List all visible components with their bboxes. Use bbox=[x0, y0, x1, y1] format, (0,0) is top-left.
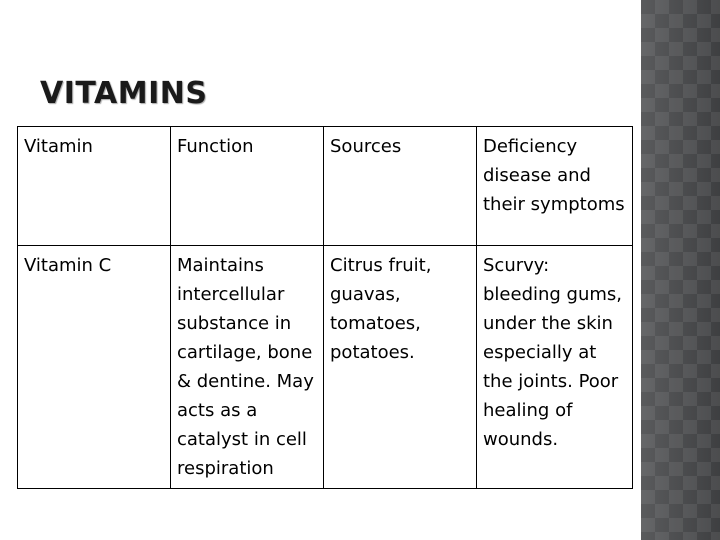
cell-vitamin: Vitamin C bbox=[18, 246, 171, 489]
page-title: VITAMINS bbox=[40, 76, 208, 111]
cell-deficiency: Scurvy: bleeding gums, under the skin especially at the joints. Poor healing of wounds. bbox=[477, 246, 633, 489]
cell-sources: Citrus fruit, guavas, tomatoes, potatoes. bbox=[324, 246, 477, 489]
table-row bbox=[18, 246, 633, 489]
header-deficiency: Deficiency disease and their symptoms bbox=[477, 127, 633, 246]
header-function: Function bbox=[171, 127, 324, 246]
decorative-side-panel bbox=[641, 0, 720, 540]
table-header-row bbox=[18, 127, 633, 246]
cell-function: Maintains intercellular substance in cartilage, bone & dentine. May acts as a catalyst in cell respiration bbox=[171, 246, 324, 489]
header-sources: Sources bbox=[324, 127, 477, 246]
header-vitamin: Vitamin bbox=[18, 127, 171, 246]
vitamins-table bbox=[17, 126, 633, 489]
